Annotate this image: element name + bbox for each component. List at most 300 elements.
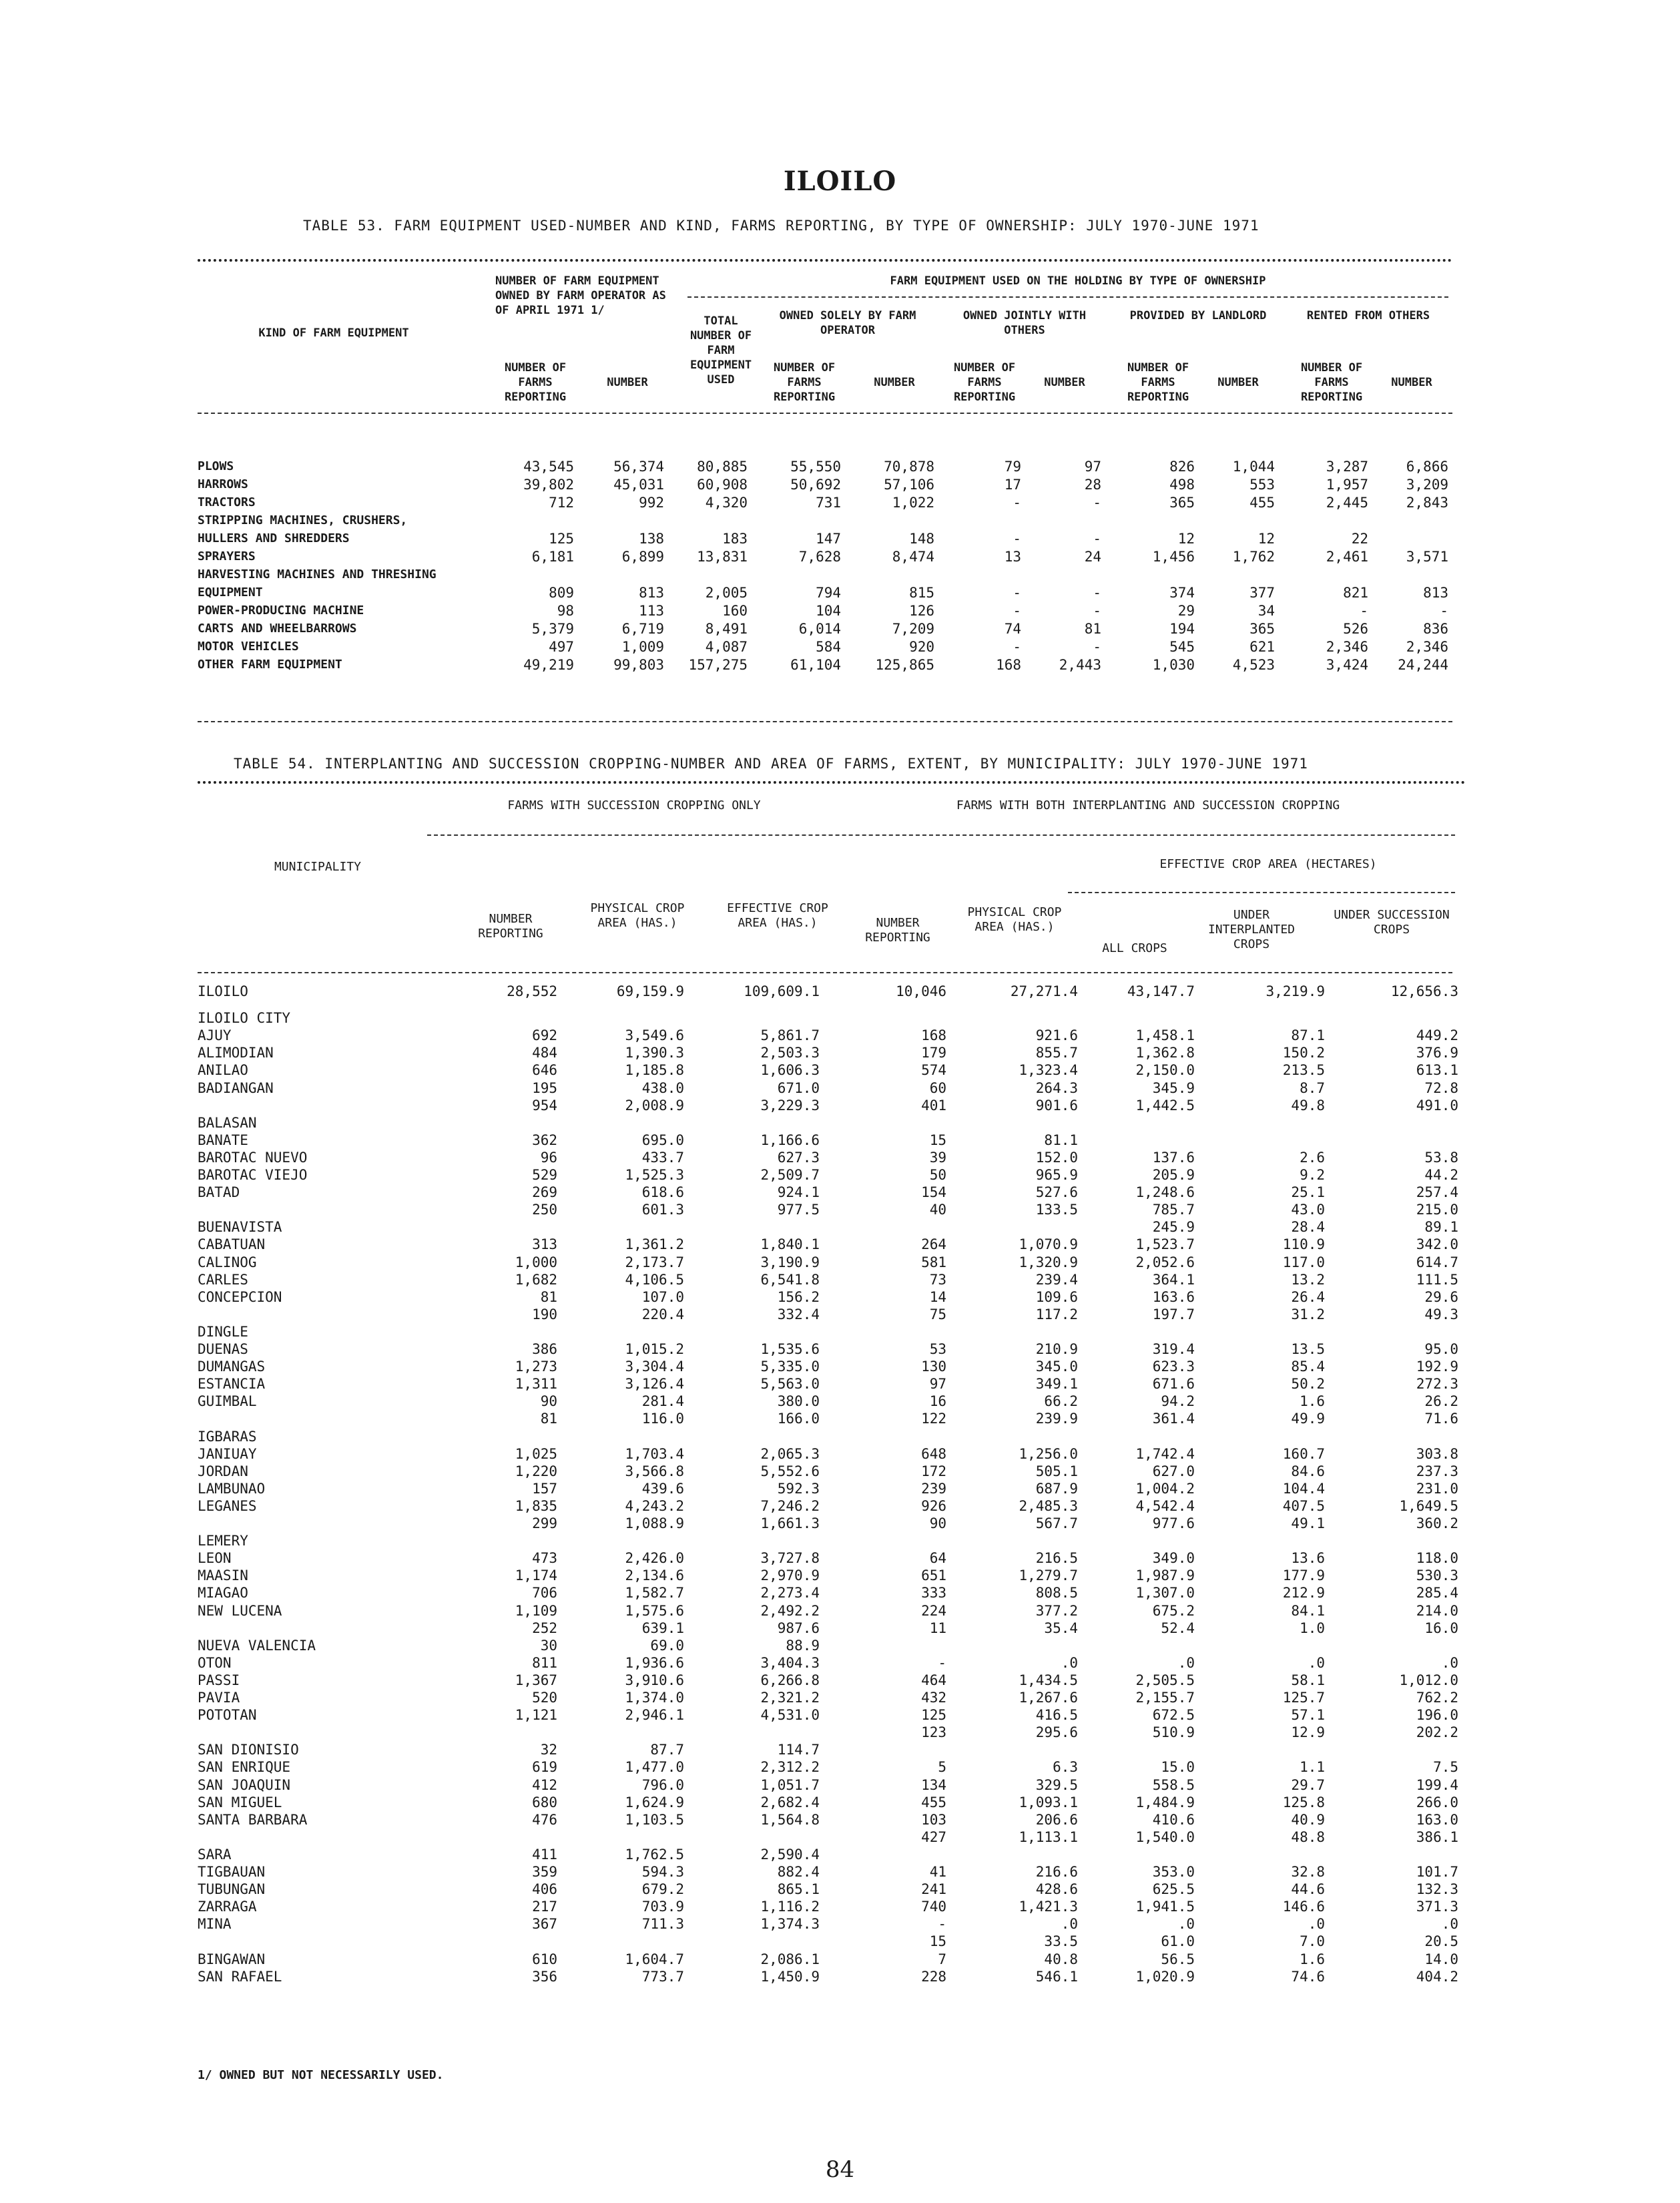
t54-col-3: EFFECTIVE CROP AREA (HAS.) xyxy=(727,901,828,930)
table53-cell: 813 xyxy=(639,585,664,601)
table54-cell: 1,248.6 xyxy=(1135,1184,1195,1201)
table54-cell: 5,861.7 xyxy=(760,1027,820,1044)
table53-cell: 1,022 xyxy=(892,495,934,511)
table53-cell: 5,379 xyxy=(531,621,574,637)
t54-col-5: PHYSICAL CROP AREA (HAS.) xyxy=(967,905,1062,934)
table54-cell: 114.7 xyxy=(777,1742,820,1758)
table54-row xyxy=(198,1481,1459,1496)
t53-header-rule xyxy=(198,413,1452,414)
table53-cell: 147 xyxy=(816,531,841,547)
municipality-label: BALASAN xyxy=(198,1114,257,1131)
table54-cell: 1,311 xyxy=(515,1376,557,1393)
table53-row xyxy=(198,531,1452,546)
table54-cell: 4,106.5 xyxy=(625,1271,684,1288)
municipality-label: CALINOG xyxy=(198,1254,257,1270)
table54-cell: 60 xyxy=(929,1079,946,1096)
table54-cell: 1,374.0 xyxy=(625,1690,684,1706)
table54-row xyxy=(198,1499,1459,1513)
table54-cell: 74.6 xyxy=(1291,1968,1325,1985)
table54-row xyxy=(198,1725,1459,1740)
table54-cell: 44.6 xyxy=(1291,1881,1325,1898)
table53-cell: 992 xyxy=(639,495,664,511)
table54-row xyxy=(198,1708,1459,1722)
table54-cell: 214.0 xyxy=(1416,1602,1458,1619)
table54-cell: 14 xyxy=(929,1288,946,1305)
table54-cell: 7,246.2 xyxy=(760,1497,820,1514)
table54-cell: 1.0 xyxy=(1300,1620,1325,1636)
table53-row xyxy=(198,658,1452,672)
table53-row xyxy=(198,477,1452,492)
municipality-label: LEGANES xyxy=(198,1497,257,1514)
municipality-label: TUBUNGAN xyxy=(198,1881,266,1898)
municipality-label: BINGAWAN xyxy=(198,1951,266,1967)
table54-cell: 239 xyxy=(921,1480,946,1497)
table53-cell: 80,885 xyxy=(697,459,748,475)
table54-row xyxy=(198,1917,1459,1931)
table54-cell: 6,541.8 xyxy=(760,1271,820,1288)
table54-cell: 438.0 xyxy=(641,1079,684,1096)
table53-caption: TABLE 53. FARM EQUIPMENT USED-NUMBER AND KIND, FARMS REPORTING, BY TYPE OF OWNERSHIP: JULY 1970-JUNE 1971 xyxy=(303,218,1259,234)
table54-cell: 706 xyxy=(532,1585,557,1602)
table54-cell: 8.7 xyxy=(1300,1079,1325,1096)
table54-cell: 69,159.9 xyxy=(616,983,684,999)
table54-cell: 303.8 xyxy=(1416,1445,1458,1462)
table54-cell: 623.3 xyxy=(1152,1359,1195,1375)
table54-cell: 217 xyxy=(532,1899,557,1915)
table54-cell: 40 xyxy=(929,1202,946,1218)
table53-cell: 6,719 xyxy=(621,621,664,637)
table54-cell: 1,051.7 xyxy=(760,1776,820,1793)
table53-cell: 2,443 xyxy=(1059,657,1101,673)
table54-cell: 1,121 xyxy=(515,1707,557,1724)
municipality-label: SARA xyxy=(198,1846,232,1863)
table54-cell: 1,442.5 xyxy=(1135,1097,1195,1114)
table54-cell: 345.0 xyxy=(1035,1359,1078,1375)
table54-row xyxy=(198,1237,1459,1252)
table54-cell: 3,219.9 xyxy=(1266,983,1325,999)
table54-cell: 401 xyxy=(921,1097,946,1114)
table54-cell: 1,390.3 xyxy=(625,1045,684,1061)
table54-cell: 95.0 xyxy=(1424,1341,1458,1357)
table54-row xyxy=(198,1656,1459,1670)
municipality-label: MAASIN xyxy=(198,1567,248,1584)
table53-cell: 377 xyxy=(1249,585,1275,601)
table54-cell: 3,549.6 xyxy=(625,1027,684,1044)
table54-cell: 53.8 xyxy=(1424,1149,1458,1166)
table53-cell: 157,275 xyxy=(688,657,748,673)
table53-cell: 81 xyxy=(1084,621,1101,637)
table54-cell: 865.1 xyxy=(777,1881,820,1898)
table54-cell: 6,266.8 xyxy=(760,1672,820,1688)
table53-cell: 1,762 xyxy=(1232,549,1275,565)
table54-row xyxy=(198,1638,1459,1653)
municipality-label: SAN ENRIQUE xyxy=(198,1759,291,1776)
table54-row xyxy=(198,1220,1459,1234)
t54-col-4: NUMBER REPORTING xyxy=(865,916,930,945)
table54-cell: 160.7 xyxy=(1282,1445,1325,1462)
table53-cell: 498 xyxy=(1169,477,1195,493)
table53-cell: 2,005 xyxy=(705,585,748,601)
table53-cell: 374 xyxy=(1169,585,1195,601)
table54-cell: 27,271.4 xyxy=(1010,983,1078,999)
t54-group1-header: FARMS WITH SUCCESSION CROPPING ONLY xyxy=(507,798,761,812)
table54-cell: 2,485.3 xyxy=(1019,1497,1078,1514)
table54-cell: 921.6 xyxy=(1035,1027,1078,1044)
equipment-label: STRIPPING MACHINES, CRUSHERS, xyxy=(198,513,408,527)
table54-cell: 473 xyxy=(532,1550,557,1567)
table54-cell: 404.2 xyxy=(1416,1968,1458,1985)
table54-cell: 2,505.5 xyxy=(1135,1672,1195,1688)
table54-cell: 675.2 xyxy=(1152,1602,1195,1619)
table54-cell: 371.3 xyxy=(1416,1899,1458,1915)
table53-cell: 160 xyxy=(722,603,748,619)
table53-cell: 22 xyxy=(1351,531,1368,547)
table54-cell: 796.0 xyxy=(641,1776,684,1793)
table54-cell: 610 xyxy=(532,1951,557,1967)
table53-cell: 70,878 xyxy=(884,459,934,475)
table54-cell: 118.0 xyxy=(1416,1550,1458,1567)
table54-cell: 43.0 xyxy=(1291,1202,1325,1218)
table53-row xyxy=(198,459,1452,474)
table53-cell: - xyxy=(1013,639,1021,655)
table53-cell: 1,009 xyxy=(621,639,664,655)
municipality-label: SAN JOAQUIN xyxy=(198,1776,291,1793)
table54-cell: 1,624.9 xyxy=(625,1794,684,1810)
table53-cell: 1,456 xyxy=(1152,549,1195,565)
table54-cell: 361.4 xyxy=(1152,1411,1195,1427)
table53-cell: 79 xyxy=(1004,459,1021,475)
table54-cell: 592.3 xyxy=(777,1480,820,1497)
table53-cell: 794 xyxy=(816,585,841,601)
table54-cell: 510.9 xyxy=(1152,1724,1195,1741)
table54-cell: 101.7 xyxy=(1416,1864,1458,1880)
table54-cell: 20.5 xyxy=(1424,1933,1458,1950)
table54-cell: 987.6 xyxy=(777,1620,820,1636)
table53-cell: 365 xyxy=(1249,621,1275,637)
table54-cell: 687.9 xyxy=(1035,1480,1078,1497)
table54-cell: 264.3 xyxy=(1035,1079,1078,1096)
t53-group-rule xyxy=(687,296,1448,298)
table54-cell: 5 xyxy=(938,1759,946,1776)
table54-cell: 6.3 xyxy=(1053,1759,1078,1776)
table53-cell: 731 xyxy=(816,495,841,511)
table54-cell: 117.2 xyxy=(1035,1306,1078,1322)
table54-cell: 3,229.3 xyxy=(760,1097,820,1114)
table54-cell: 285.4 xyxy=(1416,1585,1458,1602)
table54-cell: 28,552 xyxy=(507,983,557,999)
equipment-label: EQUIPMENT xyxy=(198,585,263,599)
table54-cell: 581 xyxy=(921,1254,946,1270)
table54-cell: 680 xyxy=(532,1794,557,1810)
page-title: ILOILO xyxy=(783,166,897,197)
table54-cell: 205.9 xyxy=(1152,1167,1195,1183)
table54-cell: .0 xyxy=(1441,1916,1458,1933)
table53-cell: 1,957 xyxy=(1326,477,1368,493)
table54-cell: 69.0 xyxy=(650,1637,684,1654)
table54-cell: 558.5 xyxy=(1152,1776,1195,1793)
table54-row xyxy=(198,1307,1459,1322)
table54-cell: 125 xyxy=(921,1707,946,1724)
table54-cell: 2,590.4 xyxy=(760,1846,820,1863)
table54-cell: 491.0 xyxy=(1416,1097,1458,1114)
table54-cell: 2,155.7 xyxy=(1135,1690,1195,1706)
table54-cell: 33.5 xyxy=(1044,1933,1078,1950)
table54-cell: 428.6 xyxy=(1035,1881,1078,1898)
table54-cell: 239.4 xyxy=(1035,1271,1078,1288)
table53-cell: - xyxy=(1013,495,1021,511)
table54-cell: 13.6 xyxy=(1291,1550,1325,1567)
municipality-label: BATAD xyxy=(198,1184,240,1201)
table54-cell: 84.6 xyxy=(1291,1463,1325,1479)
table54-row xyxy=(198,1359,1459,1374)
table54-cell: 349.1 xyxy=(1035,1376,1078,1393)
table53-cell: 821 xyxy=(1343,585,1368,601)
table54-cell: 855.7 xyxy=(1035,1045,1078,1061)
table54-cell: 1,661.3 xyxy=(760,1515,820,1531)
table54-cell: 2,312.2 xyxy=(760,1759,820,1776)
table54-cell: 39 xyxy=(929,1149,946,1166)
table54-cell: 216.6 xyxy=(1035,1864,1078,1880)
table54-cell: 2,426.0 xyxy=(625,1550,684,1567)
table54-cell: 130 xyxy=(921,1359,946,1375)
table54-cell: 1,606.3 xyxy=(760,1062,820,1079)
table54-cell: 567.7 xyxy=(1035,1515,1078,1531)
table54-cell: 30 xyxy=(540,1637,557,1654)
municipality-label: OTON xyxy=(198,1654,232,1671)
table54-cell: 81.1 xyxy=(1044,1132,1078,1148)
table54-row xyxy=(198,1185,1459,1200)
table54-cell: 64 xyxy=(929,1550,946,1567)
table54-row xyxy=(198,1830,1459,1845)
table54-cell: 926 xyxy=(921,1497,946,1514)
table54-cell: 26.4 xyxy=(1291,1288,1325,1305)
table54-cell: .0 xyxy=(1061,1654,1078,1671)
table54-cell: 1,575.6 xyxy=(625,1602,684,1619)
table53-cell: 2,445 xyxy=(1326,495,1368,511)
table54-cell: - xyxy=(938,1654,946,1671)
table54-cell: 601.3 xyxy=(641,1202,684,1218)
table53-cell: 61,104 xyxy=(790,657,841,673)
table54-cell: 94.2 xyxy=(1161,1393,1195,1410)
table54-cell: 1,477.0 xyxy=(625,1759,684,1776)
table54-cell: 703.9 xyxy=(641,1899,684,1915)
table54-row xyxy=(198,1533,1459,1548)
municipality-label: ALIMODIAN xyxy=(198,1045,274,1061)
table54-cell: 2,173.7 xyxy=(625,1254,684,1270)
table54-cell: 1,166.6 xyxy=(760,1132,820,1148)
table54-cell: 154 xyxy=(921,1184,946,1201)
table54-cell: 88.9 xyxy=(786,1637,820,1654)
table54-cell: 25.1 xyxy=(1291,1184,1325,1201)
t53-kind-header: KIND OF FARM EQUIPMENT xyxy=(258,326,409,340)
table54-row xyxy=(198,1342,1459,1357)
table54-row xyxy=(198,1742,1459,1757)
table54-cell: 299 xyxy=(532,1515,557,1531)
table54-cell: 212.9 xyxy=(1282,1585,1325,1602)
table54-cell: 26.2 xyxy=(1424,1393,1458,1410)
table54-cell: 345.9 xyxy=(1152,1079,1195,1096)
municipality-label: ILOILO xyxy=(198,983,248,999)
table54-cell: 367 xyxy=(532,1916,557,1933)
table54-cell: 28.4 xyxy=(1291,1219,1325,1236)
table54-cell: 427 xyxy=(921,1828,946,1845)
table53-top-rule xyxy=(198,259,1452,262)
table54-cell: 530.3 xyxy=(1416,1567,1458,1584)
t53-solely-farms-header: NUMBER OF FARMS REPORTING xyxy=(773,361,836,404)
table54-row xyxy=(198,1290,1459,1304)
table54-cell: 213.5 xyxy=(1282,1062,1325,1079)
table54-cell: 84.1 xyxy=(1291,1602,1325,1619)
table54-cell: 1,113.1 xyxy=(1019,1828,1078,1845)
table54-cell: 2,008.9 xyxy=(625,1097,684,1114)
municipality-label: BADIANGAN xyxy=(198,1079,274,1096)
municipality-label: AJUY xyxy=(198,1027,232,1044)
table54-cell: 43,147.7 xyxy=(1127,983,1195,999)
table53-cell: 497 xyxy=(549,639,574,655)
table54-cell: 1,421.3 xyxy=(1019,1899,1078,1915)
equipment-label: PLOWS xyxy=(198,459,234,473)
table54-cell: 476 xyxy=(532,1811,557,1828)
table54-cell: 245.9 xyxy=(1152,1219,1195,1236)
table54-cell: 410.6 xyxy=(1152,1811,1195,1828)
equipment-label: HARROWS xyxy=(198,477,248,491)
municipality-label: DINGLE xyxy=(198,1323,248,1340)
table54-cell: 192.9 xyxy=(1416,1359,1458,1375)
table54-row xyxy=(198,1812,1459,1827)
table54-cell: 216.5 xyxy=(1035,1550,1078,1567)
table54-cell: 1,367 xyxy=(515,1672,557,1688)
table54-cell: 349.0 xyxy=(1152,1550,1195,1567)
table54-cell: 224 xyxy=(921,1602,946,1619)
table54-cell: 206.6 xyxy=(1035,1811,1078,1828)
table53-row xyxy=(198,549,1452,564)
table53-cell: 45,031 xyxy=(613,477,664,493)
table53-cell: 55,550 xyxy=(790,459,841,475)
equipment-label: HARVESTING MACHINES AND THRESHING xyxy=(198,567,437,581)
t54-col-1: NUMBER REPORTING xyxy=(478,912,543,941)
table53-cell: 2,346 xyxy=(1326,639,1368,655)
table53-cell: 1,030 xyxy=(1152,657,1195,673)
table54-row xyxy=(198,1690,1459,1705)
table53-row xyxy=(198,640,1452,654)
table53-cell: 7,209 xyxy=(892,621,934,637)
table53-row xyxy=(198,513,1452,528)
table53-cell: 43,545 xyxy=(523,459,574,475)
table54-cell: 16.0 xyxy=(1424,1620,1458,1636)
equipment-label: POWER-PRODUCING MACHINE xyxy=(198,603,364,618)
table54-cell: 808.5 xyxy=(1035,1585,1078,1602)
table53-cell: 183 xyxy=(722,531,748,547)
table54-cell: 56.5 xyxy=(1161,1951,1195,1967)
table54-row xyxy=(198,984,1459,999)
table53-cell: 4,320 xyxy=(705,495,748,511)
table54-cell: 639.1 xyxy=(641,1620,684,1636)
table54-cell: 49.9 xyxy=(1291,1411,1325,1427)
table54-row xyxy=(198,1882,1459,1897)
t53-rented-header: RENTED FROM OTHERS xyxy=(1306,309,1430,322)
table54-caption: TABLE 54. INTERPLANTING AND SUCCESSION CROPPING-NUMBER AND AREA OF FARMS, EXTENT, BY MUNICIPALITY: JULY 1970-JUNE 1971 xyxy=(234,756,1308,772)
table54-cell: 1,012.0 xyxy=(1399,1672,1458,1688)
table54-cell: 2,946.1 xyxy=(625,1707,684,1724)
table54-cell: 520 xyxy=(532,1690,557,1706)
t53-jointly-farms-header: NUMBER OF FARMS REPORTING xyxy=(953,361,1016,404)
table54-cell: 85.4 xyxy=(1291,1359,1325,1375)
table53-cell: 13 xyxy=(1004,549,1021,565)
table54-cell: 9.2 xyxy=(1300,1167,1325,1183)
municipality-label: POTOTAN xyxy=(198,1707,257,1724)
table54-cell: 52.4 xyxy=(1161,1620,1195,1636)
table54-cell: 228 xyxy=(921,1968,946,1985)
table54-cell: 627.0 xyxy=(1152,1463,1195,1479)
table54-row xyxy=(198,1081,1459,1095)
t54-col-2: PHYSICAL CROP AREA (HAS.) xyxy=(590,901,685,930)
table54-cell: 137.6 xyxy=(1152,1149,1195,1166)
table54-cell: 1,535.6 xyxy=(760,1341,820,1357)
table54-cell: 411 xyxy=(532,1846,557,1863)
table54-cell: 172 xyxy=(921,1463,946,1479)
table54-cell: 1,525.3 xyxy=(625,1167,684,1183)
municipality-label: ILOILO CITY xyxy=(198,1010,291,1027)
table54-row xyxy=(198,1568,1459,1583)
table54-cell: 104.4 xyxy=(1282,1480,1325,1497)
table54-cell: 32 xyxy=(540,1742,557,1758)
table54-cell: 5,335.0 xyxy=(760,1359,820,1375)
table53-cell: - xyxy=(1093,639,1101,655)
t54-group-rule xyxy=(427,834,1455,836)
table54-row xyxy=(198,1899,1459,1914)
table53-cell: 97 xyxy=(1084,459,1101,475)
table54-cell: 1,220 xyxy=(515,1463,557,1479)
table53-cell: - xyxy=(1093,603,1101,619)
table54-cell: 163.6 xyxy=(1152,1288,1195,1305)
table54-cell: 157 xyxy=(532,1480,557,1497)
table54-cell: 133.5 xyxy=(1035,1202,1078,1218)
table54-row xyxy=(198,1934,1459,1949)
table53-cell: 1,044 xyxy=(1232,459,1275,475)
table54-cell: 376.9 xyxy=(1416,1045,1458,1061)
table53-cell: 8,491 xyxy=(705,621,748,637)
municipality-label: IGBARAS xyxy=(198,1428,257,1445)
table54-cell: 15.0 xyxy=(1161,1759,1195,1776)
table54-cell: 134 xyxy=(921,1776,946,1793)
table54-cell: 5,552.6 xyxy=(760,1463,820,1479)
table53-cell: 836 xyxy=(1423,621,1448,637)
t53-owned-farms-header: NUMBER OF FARMS REPORTING xyxy=(504,361,567,404)
table53-row xyxy=(198,603,1452,618)
table54-cell: 53 xyxy=(929,1341,946,1357)
municipality-label: ESTANCIA xyxy=(198,1376,266,1393)
table54-cell: 924.1 xyxy=(777,1184,820,1201)
table54-cell: 152.0 xyxy=(1035,1149,1078,1166)
table54-cell: 412 xyxy=(532,1776,557,1793)
table54-cell: 81 xyxy=(540,1288,557,1305)
table54-cell: 195 xyxy=(532,1079,557,1096)
table54-cell: 1,256.0 xyxy=(1019,1445,1078,1462)
table54-cell: 146.6 xyxy=(1282,1899,1325,1915)
table54-row xyxy=(198,1150,1459,1165)
table54-row xyxy=(198,1778,1459,1792)
table54-row xyxy=(198,1098,1459,1113)
table54-cell: 10,046 xyxy=(896,983,946,999)
table54-cell: 168 xyxy=(921,1027,946,1044)
table54-cell: 61.0 xyxy=(1161,1933,1195,1950)
table53-cell: - xyxy=(1093,585,1101,601)
municipality-label: CABATUAN xyxy=(198,1236,266,1253)
table54-cell: 16 xyxy=(929,1393,946,1410)
table54-row xyxy=(198,1760,1459,1774)
table54-cell: 313 xyxy=(532,1236,557,1253)
municipality-label: GUIMBAL xyxy=(198,1393,257,1410)
